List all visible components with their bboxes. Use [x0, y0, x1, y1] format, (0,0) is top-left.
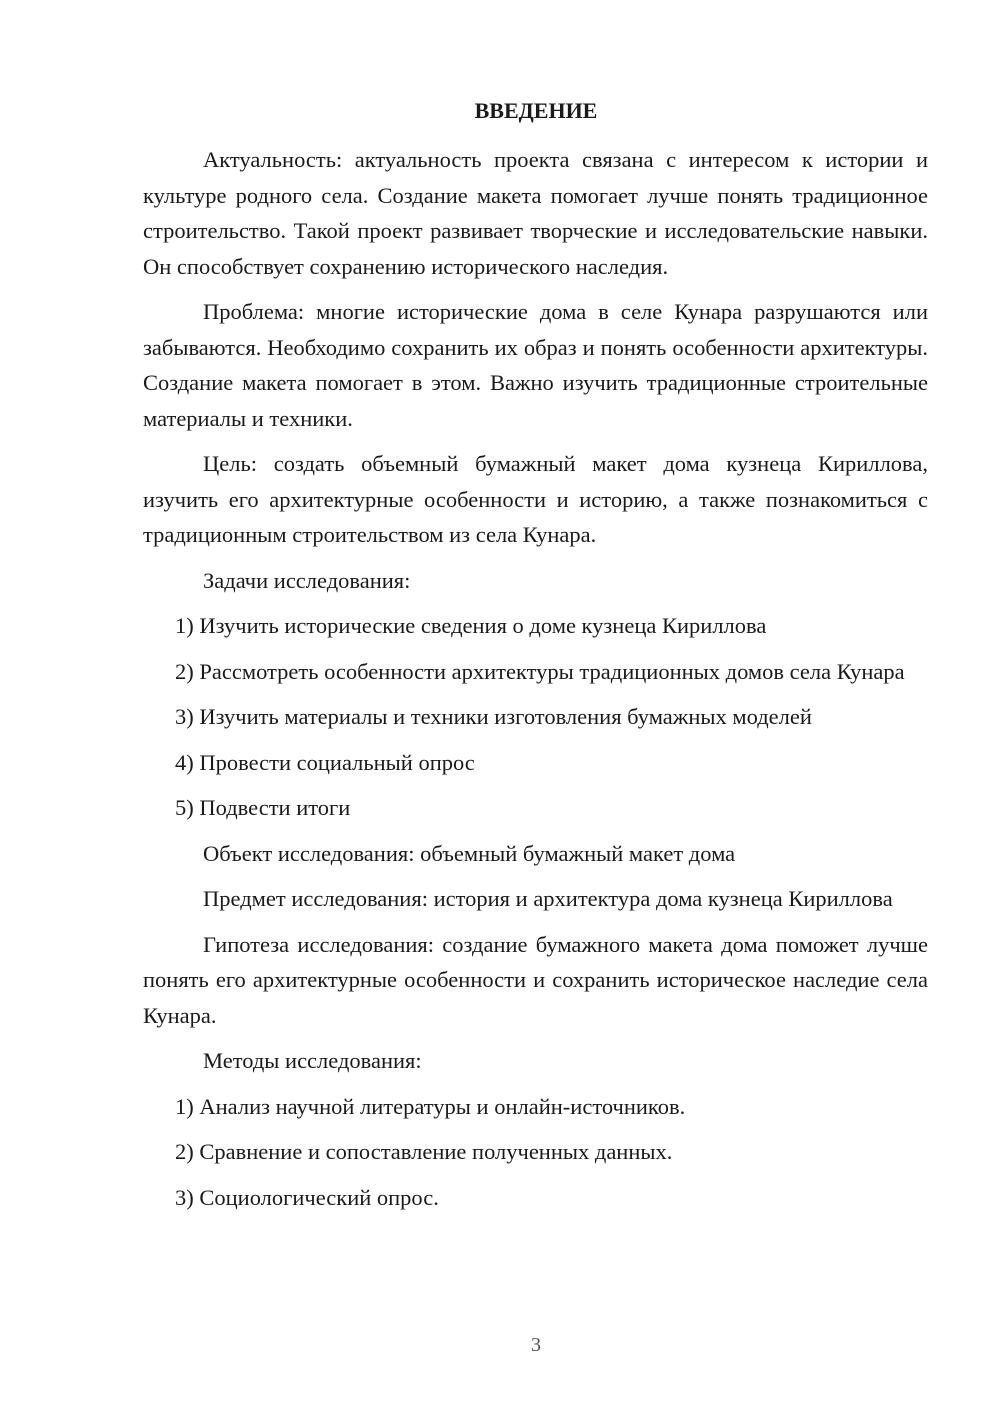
- method-item: 3) Социологический опрос.: [175, 1184, 439, 1210]
- methods-heading: Методы исследования:: [203, 1048, 422, 1073]
- tasks-heading: Задачи исследования:: [203, 567, 411, 593]
- method-item: 1) Анализ научной литературы и онлайн-источников.: [175, 1093, 686, 1119]
- hypothesis-paragraph: Гипотеза исследования: создание бумажного макета дома поможет лучше понять его архитектурные особенности и сохранить историческое наследие села Кунара.: [143, 931, 928, 1028]
- goal-paragraph: Цель: создать объемный бумажный макет дома кузнеца Кириллова, изучить его архитектурные особенности и историю, а также познакомиться с традиционным строительством из села Кунара.: [143, 451, 928, 547]
- method-item: 2) Сравнение и сопоставление полученных данных.: [175, 1139, 673, 1164]
- section-title: ВВЕДЕНИЕ: [474, 98, 598, 123]
- task-item: 4) Провести социальный опрос: [175, 749, 475, 775]
- task-item: 1) Изучить исторические сведения о доме кузнеца Кириллова: [175, 613, 767, 638]
- task-item: 3) Изучить материалы и техники изготовления бумажных моделей: [175, 704, 812, 729]
- subject-paragraph: Предмет исследования: история и архитектура дома кузнеца Кириллова: [203, 886, 893, 911]
- page-number: 3: [531, 1334, 541, 1356]
- relevance-paragraph: Актуальность: актуальность проекта связана с интересом к истории и культуре родного села. Создание макета помогает лучше понять традиционное строительство. Такой проект развивает творческие и исследовательские навыки. Он способствует сохранению исторического наследия.: [143, 147, 928, 279]
- document-body: [143, 142, 928, 1225]
- task-item: 2) Рассмотреть особенности архитектуры традиционных домов села Кунара: [175, 658, 905, 684]
- task-item: 5) Подвести итоги: [175, 795, 351, 820]
- problem-paragraph: Проблема: многие исторические дома в селе Кунара разрушаются или забываются. Необходимо сохранить их образ и понять особенности архитектуры. Создание макета помогает в этом. Важно изучить традиционные строительные материалы и техники.: [143, 299, 928, 431]
- object-line: Объект исследования: объемный бумажный макет дома: [203, 840, 736, 866]
